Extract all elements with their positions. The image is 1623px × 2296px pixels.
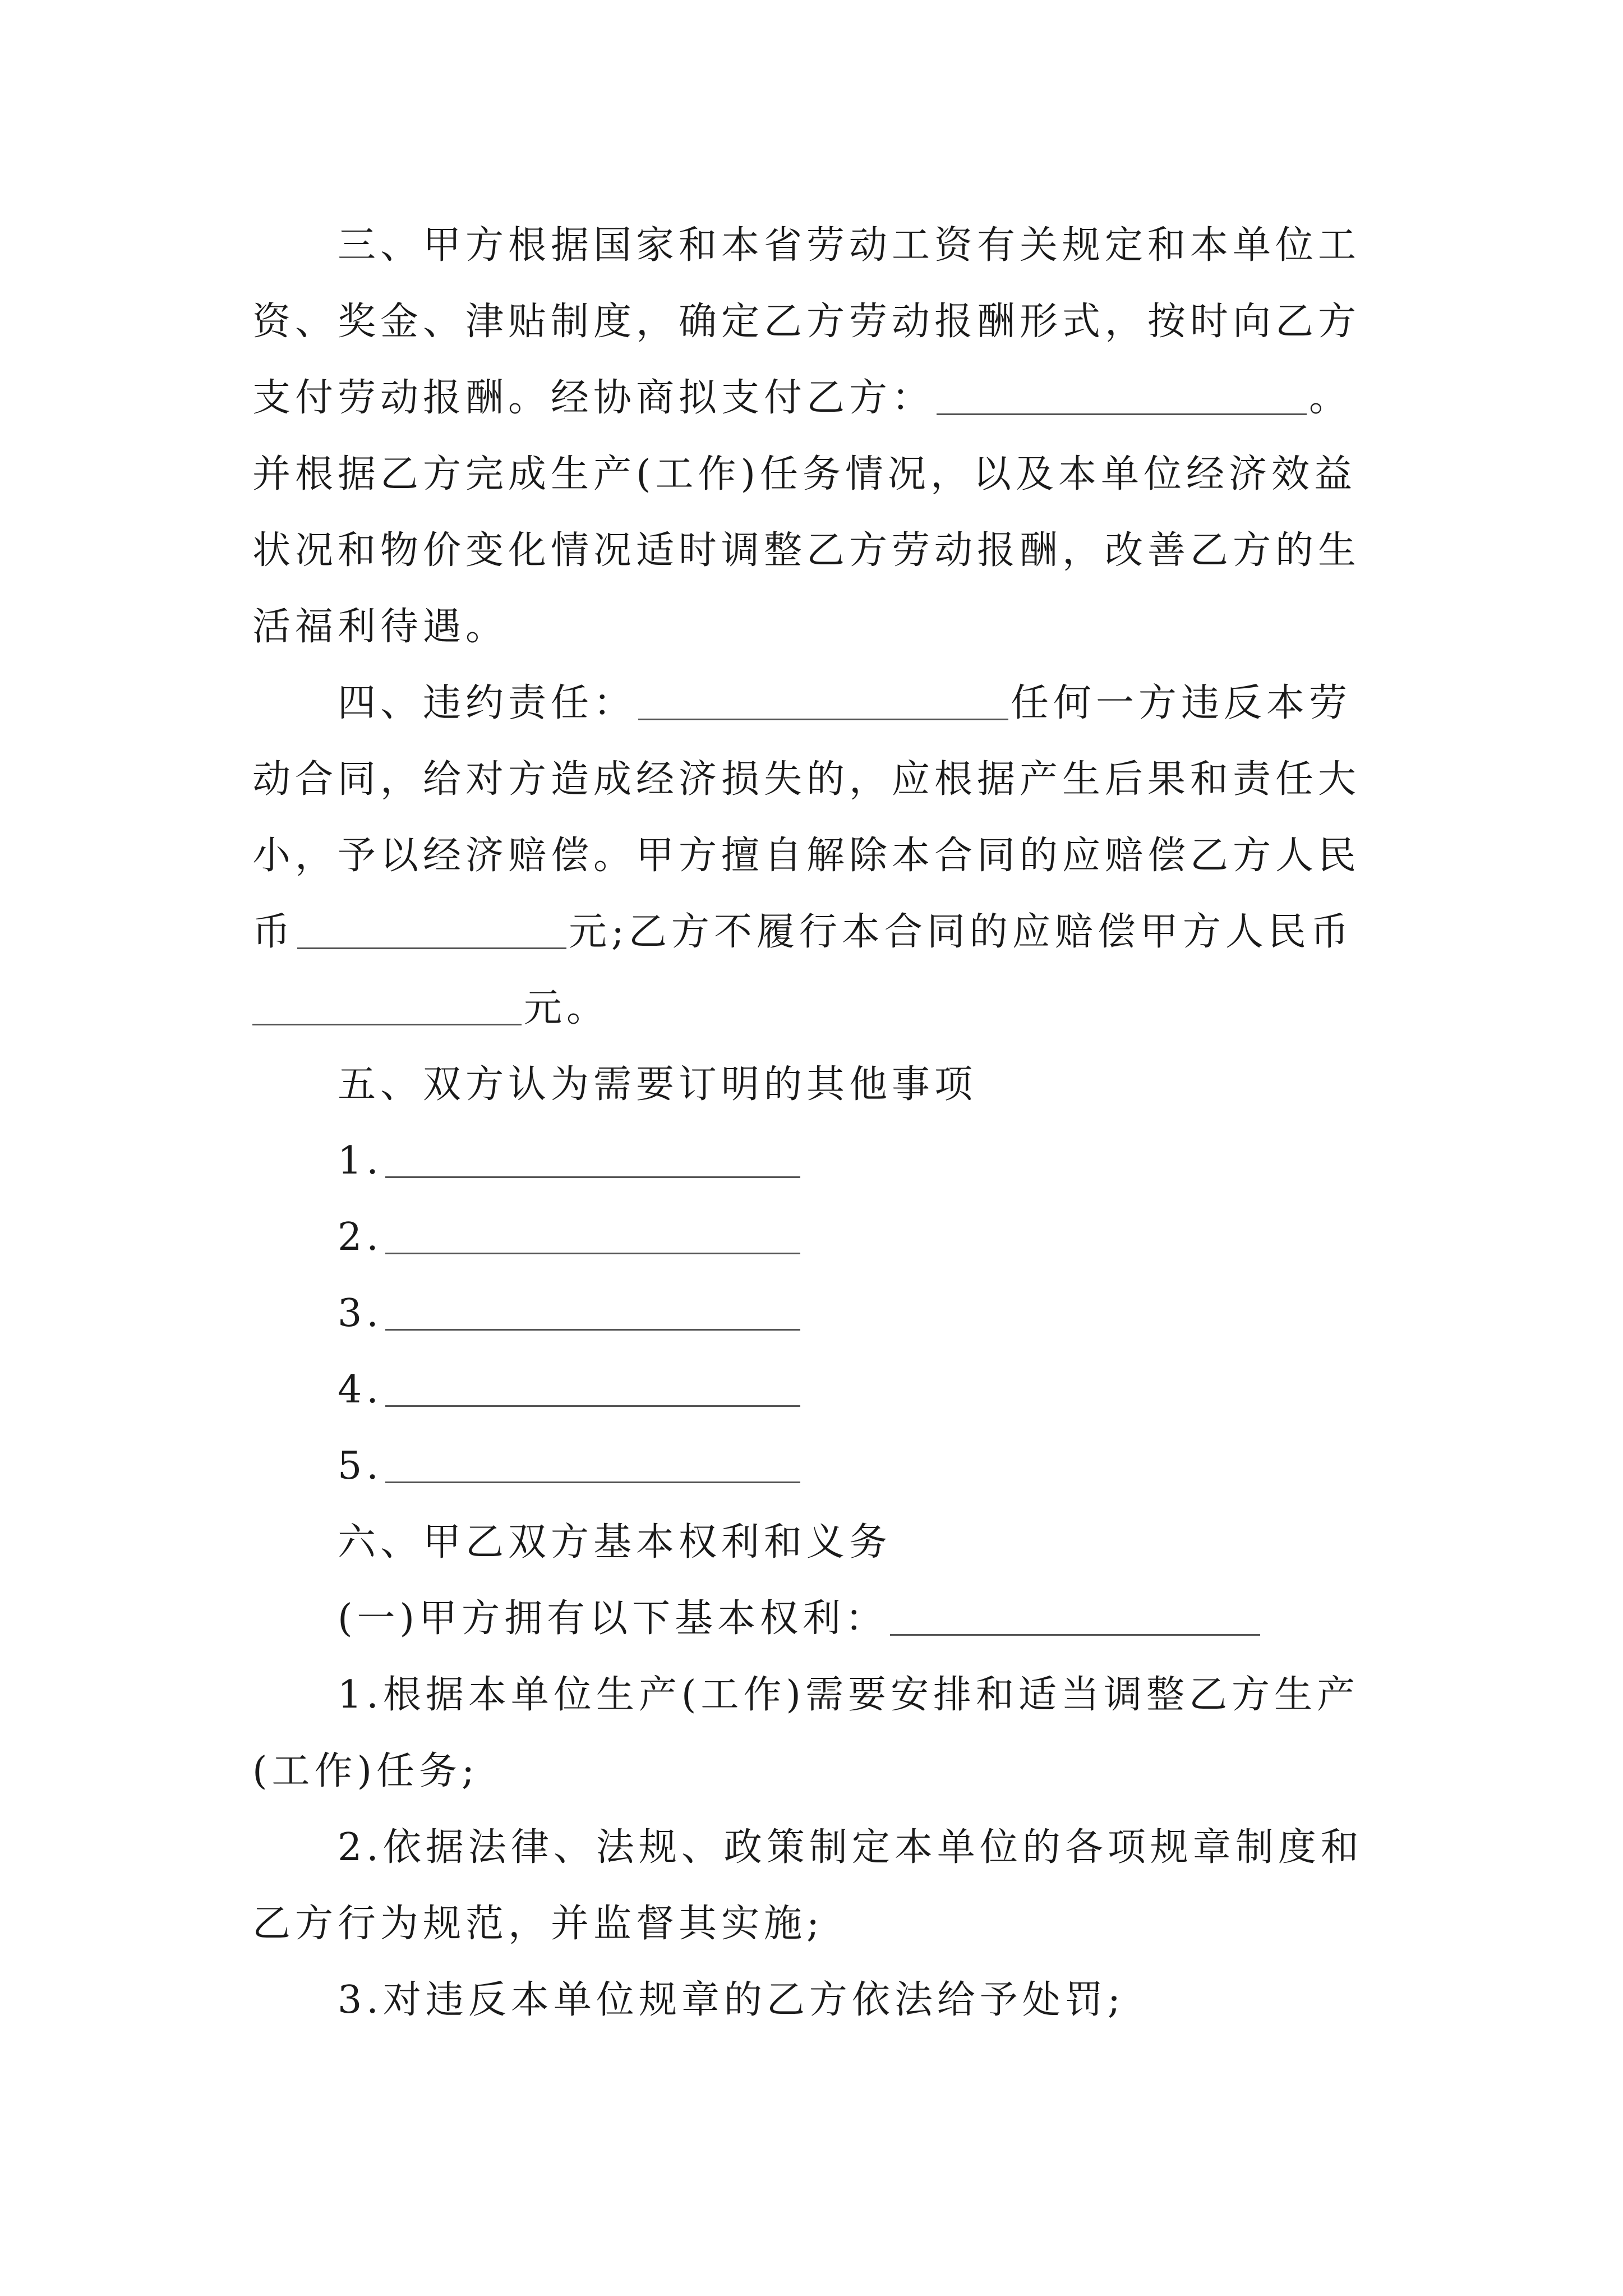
- para6-sub1: [252, 1581, 1385, 1657]
- right3-line1: [252, 1962, 1385, 2039]
- right1-line2: [252, 1733, 1385, 1810]
- other-item-5: [252, 1428, 1385, 1504]
- other-item-blank[interactable]: [385, 1297, 800, 1331]
- other-item-number: 5.: [338, 1444, 383, 1488]
- para3-line3: [252, 360, 1385, 436]
- other-item-blank[interactable]: [385, 1145, 800, 1178]
- para3-text-3a: 支付劳动报酬。经协商拟支付乙方：: [252, 376, 935, 420]
- right2-text-2: 乙方行为规范，并监督其实施;: [252, 1902, 824, 1946]
- para3-text-1: 三、甲方根据国家和本省劳动工资有关规定和本单位工: [338, 223, 1361, 268]
- para4-text-1a: 四、违约责任：: [338, 681, 637, 725]
- para4-text-4a: 币: [252, 910, 296, 954]
- para4-line2: [252, 742, 1385, 818]
- payment-blank[interactable]: [937, 382, 1307, 415]
- para4-line3: [252, 818, 1385, 894]
- para5-heading-text: 五、双方认为需要订明的其他事项: [338, 1062, 978, 1107]
- para3-text-3b: 。: [1309, 376, 1352, 420]
- breach-blank[interactable]: [638, 687, 1008, 720]
- right1-text-1: 1.根据本单位生产(工作)需要安排和适当调整乙方生产: [338, 1673, 1359, 1717]
- para3-line4: [252, 436, 1385, 513]
- para3-line5: [252, 513, 1385, 589]
- right3-text-1: 3.对违反本单位规章的乙方依法给予处罚;: [338, 1978, 1125, 2022]
- right2-text-1: 2.依据法律、法规、政策制定本单位的各项规章制度和: [338, 1825, 1363, 1870]
- party-b-compensation-blank[interactable]: [252, 992, 522, 1025]
- other-item-blank[interactable]: [385, 1374, 800, 1407]
- other-item-number: 4.: [338, 1368, 383, 1412]
- para6-heading-text: 六、甲乙双方基本权利和义务: [338, 1520, 892, 1565]
- document-body: [252, 208, 1385, 2039]
- other-item-3: [252, 1276, 1385, 1352]
- para4-line4: [252, 894, 1385, 970]
- para3-line1: [252, 208, 1385, 284]
- para4-line5: [252, 970, 1385, 1047]
- other-item-number: 3.: [338, 1291, 383, 1336]
- other-item-number: 2.: [338, 1215, 383, 1259]
- para3-line6: [252, 589, 1385, 665]
- para6-heading: [252, 1504, 1385, 1581]
- other-item-blank[interactable]: [385, 1450, 800, 1483]
- para4-line1: [252, 665, 1385, 742]
- party-a-rights-blank[interactable]: [890, 1603, 1260, 1636]
- para4-text-1b: 任何一方违反本劳: [1011, 681, 1352, 725]
- other-item-blank[interactable]: [385, 1221, 800, 1254]
- para6-sub1-text: (一)甲方拥有以下基本权利：: [338, 1596, 888, 1641]
- other-item-number: 1.: [338, 1139, 383, 1183]
- para3-text-4: 并根据乙方完成生产(工作)任务情况，以及本单位经济效益: [252, 452, 1357, 496]
- para3-text-6: 活福利待遇。: [252, 605, 509, 649]
- para5-heading: [252, 1047, 1385, 1123]
- party-a-compensation-blank[interactable]: [297, 916, 566, 949]
- para4-text-3: 小，予以经济赔偿。甲方擅自解除本合同的应赔偿乙方人民: [252, 834, 1361, 878]
- other-item-1: [252, 1123, 1385, 1199]
- para3-line2: [252, 284, 1385, 360]
- para4-text-2: 动合同，给对方造成经济损失的，应根据产生后果和责任大: [252, 757, 1361, 802]
- other-item-4: [252, 1352, 1385, 1428]
- para4-text-4b: 元;乙方不履行本合同的应赔偿甲方人民币: [569, 910, 1353, 954]
- para3-text-5: 状况和物价变化情况适时调整乙方劳动报酬，改善乙方的生: [252, 528, 1361, 573]
- right2-line1: [252, 1810, 1385, 1886]
- para4-text-5: 元。: [524, 986, 610, 1030]
- para3-text-2: 资、奖金、津贴制度，确定乙方劳动报酬形式，按时向乙方: [252, 300, 1361, 344]
- right1-text-2: (工作)任务;: [252, 1749, 479, 1793]
- right1-line1: [252, 1657, 1385, 1733]
- other-item-2: [252, 1199, 1385, 1276]
- right2-line2: [252, 1886, 1385, 1962]
